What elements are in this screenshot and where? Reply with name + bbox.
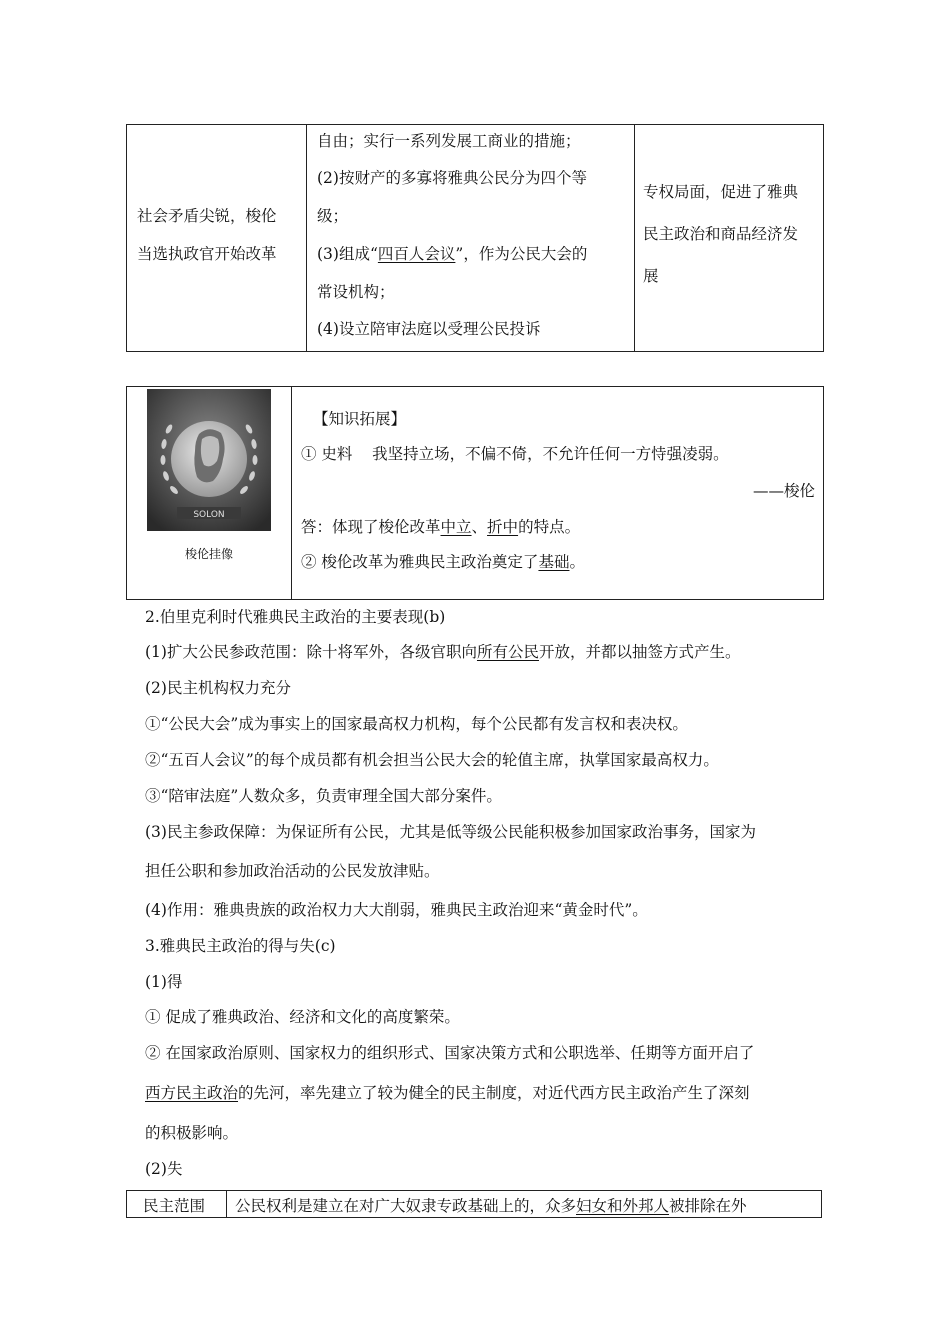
measures-line-5: 常设机构； (317, 283, 395, 301)
quote-attribution: ——梭伦 (752, 482, 815, 500)
section-3-gain-heading: (1)得 (145, 973, 183, 991)
section-3-title: 3.雅典民主政治的得与失(c) (145, 937, 336, 955)
measures-line-6: (4)设立陪审法庭以受理公民投诉 (317, 320, 541, 338)
measures-line-1: 自由；实行一系列发展工商业的措施； (317, 132, 581, 150)
section-2-item-3-line-1: (3)民主参政保障：为保证所有公民，尤其是低等级公民能积极参加国家政治事务，国家为 (145, 823, 756, 841)
effect-line-1: 专权局面，促进了雅典 (643, 183, 799, 201)
source-item-2: ② 梭伦改革为雅典民主政治奠定了基础。 (301, 553, 585, 571)
knowledge-heading: 【知识拓展】 (313, 410, 407, 428)
section-3-gain-2-line-3: 的积极影响。 (145, 1124, 239, 1142)
effect-line-3: 展 (643, 267, 659, 285)
reform-table (126, 124, 824, 352)
section-2-item-2b: ②“五百人会议”的每个成员都有机会担当公民大会的轮值主席，执掌国家最高权力。 (145, 751, 719, 769)
portrait-cell (127, 387, 292, 599)
section-2-item-2c: ③“陪审法庭”人数众多，负责审理全国大部分案件。 (145, 787, 502, 805)
loss-table-key: 民主范围 (143, 1197, 206, 1215)
section-3-gain-2-line-2: 西方民主政治的先河，率先建立了较为健全的民主制度，对近代西方民主政治产生了深刻 (145, 1084, 750, 1102)
knowledge-box (126, 386, 824, 600)
section-3-gain-2-line-1: ② 在国家政治原则、国家权力的组织形式、国家决策方式和公职选举、任期等方面开启了 (145, 1044, 755, 1062)
background-line-2: 当选执政官开始改革 (137, 245, 277, 263)
portrait-label-text: SOLON (193, 510, 225, 520)
section-2-item-1: (1)扩大公民参政范围：除十将军外，各级官职向所有公民开放，并都以抽签方式产生。 (145, 643, 741, 661)
loss-table (126, 1190, 822, 1218)
loss-table-key-cell (127, 1191, 227, 1217)
portrait-caption: 梭伦挂像 (184, 547, 233, 561)
measures-line-2: (2)按财产的多寡将雅典公民分为四个等 (317, 169, 587, 187)
section-2-item-3-line-2: 担任公职和参加政治活动的公民发放津贴。 (145, 862, 440, 880)
section-2-item-4: (4)作用：雅典贵族的政治权力大大削弱，雅典民主政治迎来“黄金时代”。 (145, 901, 648, 919)
measures-line-3: 级； (317, 207, 349, 225)
loss-table-value: 公民权利是建立在对广大奴隶专政基础上的，众多妇女和外邦人被排除在外 (235, 1197, 747, 1215)
source-item-1: ① 史料 我坚持立场，不偏不倚，不允许任何一方恃强凌弱。 (301, 445, 729, 463)
section-2-title: 2.伯里克利时代雅典民主政治的主要表现(b) (145, 608, 446, 626)
reform-effect-cell (635, 125, 823, 351)
background-line-1: 社会矛盾尖锐，梭伦 (137, 207, 277, 225)
measures-line-4: (3)组成“四百人会议”，作为公民大会的 (317, 245, 588, 263)
section-3-gain-1: ① 促成了雅典政治、经济和文化的高度繁荣。 (145, 1008, 460, 1026)
section-2-item-2a: ①“公民大会”成为事实上的国家最高权力机构，每个公民都有发言权和表决权。 (145, 715, 688, 733)
four-hundred-council-term: 四百人会议 (377, 245, 456, 263)
answer-line: 答：体现了梭伦改革中立、折中的特点。 (301, 518, 581, 536)
section-2-item-2: (2)民主机构权力充分 (145, 679, 291, 697)
reform-background-cell (127, 125, 307, 351)
reform-measures-cell (307, 125, 635, 351)
effect-line-2: 民主政治和商品经济发 (643, 225, 799, 243)
solon-portrait-image (147, 389, 271, 531)
section-3-loss-heading: (2)失 (145, 1160, 183, 1178)
